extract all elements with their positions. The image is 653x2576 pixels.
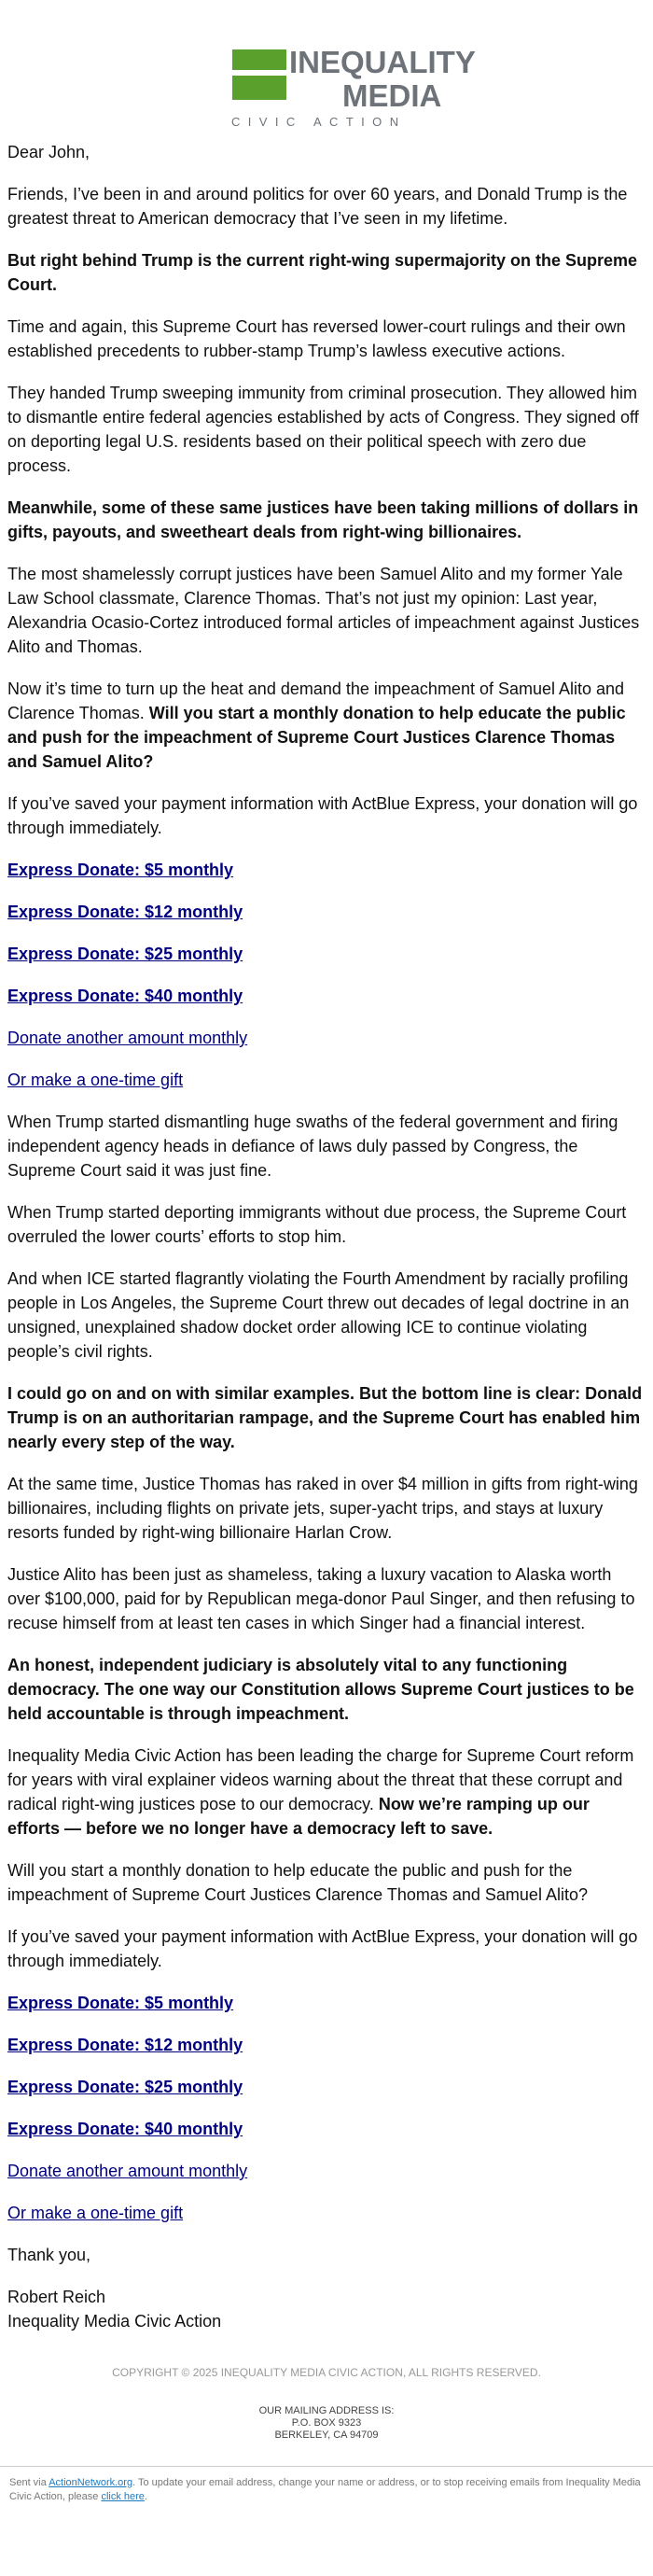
sent-prefix: Sent via bbox=[9, 2477, 49, 2488]
paragraph: At the same time, Justice Thomas has raked in over $4 million in gifts from right-wing billionaires, including flights on private jets, super-yacht trips, and stays at luxury resorts funded by right-wing billionaire Harlan Crow. bbox=[7, 1475, 638, 1542]
signoff: Thank you, bbox=[7, 2246, 91, 2264]
express-donate-5-link[interactable]: Express Donate: $5 monthly bbox=[7, 861, 234, 879]
express-donate-40-link[interactable]: Express Donate: $40 monthly bbox=[7, 2120, 243, 2138]
express-donate-25-link[interactable]: Express Donate: $25 monthly bbox=[7, 2078, 243, 2096]
paragraph: Time and again, this Supreme Court has reversed lower-court rulings and their own established precedents to rubber-stamp Trump’s lawless executive actions. bbox=[7, 317, 626, 360]
footer bbox=[0, 2367, 653, 2442]
paragraph: And when ICE started flagrantly violating the Fourth Amendment by racially profiling people in Los Angeles, the Supreme Court threw out decades of legal doctrine in an unsigned, unexplained shadow docket order allowing ICE to continue violating people’s civil rights. bbox=[7, 1269, 630, 1361]
paragraph: They handed Trump sweeping immunity from criminal prosecution. They allowed him to dismantle entire federal agencies established by acts of Congress. They signed off on deporting legal U.S. residents based on their political speech with zero due process. bbox=[7, 384, 639, 475]
paragraph-bold: An honest, independent judiciary is absolutely vital to any functioning democracy. The one way our Constitution allows Supreme Court justices to be held accountable is through impeachment. bbox=[7, 1656, 634, 1723]
donate-other-amount-link[interactable]: Donate another amount monthly bbox=[7, 1029, 248, 1047]
logo-word-inequality: INEQUALITY bbox=[289, 45, 476, 79]
mission-bold: Now we’re ramping up our efforts — before we no longer have a democracy left to save. bbox=[7, 1795, 590, 1838]
paragraph-bold: Meanwhile, some of these same justices have been taking millions of dollars in gifts, payouts, and sweetheart deals from right-wing billionaires. bbox=[7, 498, 639, 541]
paragraph-bold: But right behind Trump is the current right-wing supermajority on the Supreme Court. bbox=[7, 251, 638, 294]
ask-bold: Will you start a monthly donation to help educate the public and push for the impeachment of Supreme Court Justices Clarence Thomas and Samuel Alito? bbox=[7, 704, 626, 771]
sent-suffix: . bbox=[144, 2491, 147, 2502]
click-here-link[interactable]: click here bbox=[101, 2491, 145, 2502]
copyright: COPYRIGHT © 2025 INEQUALITY MEDIA CIVIC ACTION, ALL RIGHTS RESERVED. bbox=[112, 2366, 541, 2379]
paragraph: Friends, I’ve been in and around politics for over 60 years, and Donald Trump is the greatest threat to American democracy that I’ve seen in my lifetime. bbox=[7, 185, 628, 228]
one-time-gift-link[interactable]: Or make a one-time gift bbox=[7, 2204, 184, 2222]
express-donate-5-link[interactable]: Express Donate: $5 monthly bbox=[7, 1994, 234, 2012]
paragraph: Will you start a monthly donation to help educate the public and push for the impeachment of Supreme Court Justices Clarence Thomas and Samuel Alito? bbox=[7, 1861, 588, 1904]
ask-lead: Now it’s time to turn up the heat and demand the impeachment of Samuel Alito and Clarence Thomas. bbox=[7, 679, 625, 722]
signature-name: Robert Reich bbox=[7, 2288, 106, 2306]
paragraph: When Trump started deporting immigrants without due process, the Supreme Court overruled the lower courts’ efforts to stop him. bbox=[7, 1203, 627, 1246]
letter-body bbox=[0, 140, 653, 2333]
one-time-gift-link[interactable]: Or make a one-time gift bbox=[7, 1071, 184, 1089]
logo bbox=[0, 0, 653, 140]
paragraph: When Trump started dismantling huge swaths of the federal government and firing independent agency heads in defiance of laws duly passed by Congress, the Supreme Court said it was just fine. bbox=[7, 1113, 618, 1180]
donate-other-amount-link[interactable]: Donate another amount monthly bbox=[7, 2162, 248, 2180]
greeting: Dear John, bbox=[7, 143, 90, 161]
mailing-city: BERKELEY, CA 94709 bbox=[274, 2429, 379, 2441]
express-donate-25-link[interactable]: Express Donate: $25 monthly bbox=[7, 945, 243, 963]
paragraph-bold: I could go on and on with similar examples. But the bottom line is clear: Donald Trump is on an authoritarian rampage, and the Supreme Court has enabled him nearly every step of the way. bbox=[7, 1384, 643, 1451]
express-donate-12-link[interactable]: Express Donate: $12 monthly bbox=[7, 903, 243, 921]
paragraph: Justice Alito has been just as shameless, taking a luxury vacation to Alaska worth over $100,000, paid for by Republican mega-donor Paul Singer, and then refusing to recuse himself from at least ten cases in which Singer had a financial interest. bbox=[7, 1565, 635, 1632]
actionnetwork-link[interactable]: ActionNetwork.org bbox=[49, 2477, 133, 2488]
mailing-box: P.O. BOX 9323 bbox=[291, 2417, 362, 2429]
paragraph: The most shamelessly corrupt justices have been Samuel Alito and my former Yale Law School classmate, Clarence Thomas. That’s not just my opinion: Last year, Alexandria Ocasio-Cortez introduced formal articles of impeachment against Justices Alito and Thomas. bbox=[7, 565, 640, 656]
sent-middle: . To update your email address, change your name or address, or to stop receiving emails from Inequality Media Civic Action, please bbox=[9, 2477, 641, 2502]
logo-bar-bottom bbox=[232, 76, 286, 100]
express-donate-12-link[interactable]: Express Donate: $12 monthly bbox=[7, 2036, 243, 2054]
mailing-label: OUR MAILING ADDRESS IS: bbox=[258, 2405, 395, 2416]
mission-lead: Inequality Media Civic Action has been leading the charge for Supreme Court reform for years with viral explainer videos warning about the threat that these corrupt and radical right-wing justices pose to our democracy. bbox=[7, 1746, 634, 1813]
logo-word-media: MEDIA bbox=[342, 78, 442, 113]
signature-org: Inequality Media Civic Action bbox=[7, 2312, 222, 2331]
sent-via-footer bbox=[0, 2466, 653, 2515]
paragraph-mission bbox=[7, 1743, 646, 1841]
express-donate-40-link[interactable]: Express Donate: $40 monthly bbox=[7, 987, 243, 1005]
paragraph: If you’ve saved your payment information with ActBlue Express, your donation will go through immediately. bbox=[7, 1927, 638, 1970]
paragraph-ask bbox=[7, 677, 646, 774]
logo-subtitle: CIVIC ACTION bbox=[231, 115, 407, 129]
logo-bar-top bbox=[232, 49, 286, 70]
paragraph: If you’ve saved your payment information with ActBlue Express, your donation will go through immediately. bbox=[7, 794, 638, 837]
